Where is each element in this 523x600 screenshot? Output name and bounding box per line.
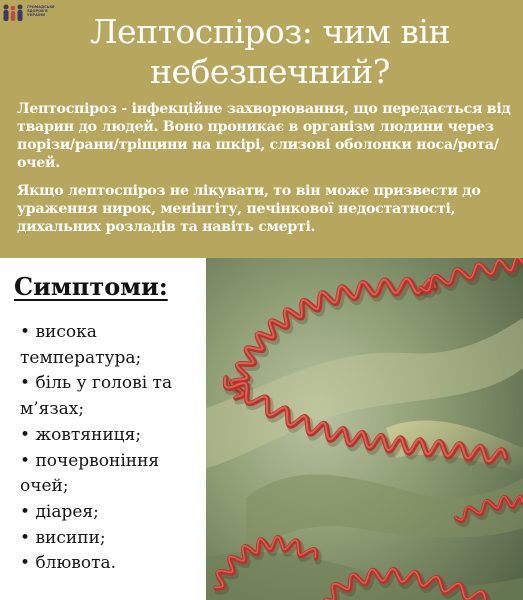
symptoms-list [20, 320, 206, 577]
page-title: Лептоспіроз: чим він небезпечний? [90, 12, 450, 91]
symptom-item: • блювота. [20, 551, 206, 577]
bacteria-illustration [206, 258, 523, 600]
symptoms-panel [0, 258, 206, 600]
symptom-item: • біль у голові та м’язах; [20, 371, 206, 422]
logo-text: ГРОМАДСЬКЕ ЗДОРОВ'Я УКРАЇНИ [27, 5, 55, 17]
symptom-item: • почервоніння очей; [20, 449, 206, 500]
intro-paragraph-2: Якщо лептоспіроз не лікувати, то він може призвести до ураження нирок, менінгіту, печінкової недостатності, дихальних розладів та навіть смерті. [17, 183, 481, 235]
symptom-item: • висока температура; [20, 320, 206, 371]
symptoms-heading: Симптоми: [14, 272, 168, 301]
symptom-item: • висипи; [20, 526, 206, 552]
header-banner [0, 0, 523, 258]
leptospira-bacteria-image [206, 258, 523, 600]
symptom-item: • діарея; [20, 500, 206, 526]
symptom-item: • жовтяниця; [20, 423, 206, 449]
intro-text [17, 100, 517, 236]
intro-paragraph-1: Лептоспіроз - інфекційне захворювання, що передається від тварин до людей. Воно проникає в організм людини через порізи/рани/тріщини на шкірі, слизові оболонки носа/рота/очей. [17, 101, 511, 171]
